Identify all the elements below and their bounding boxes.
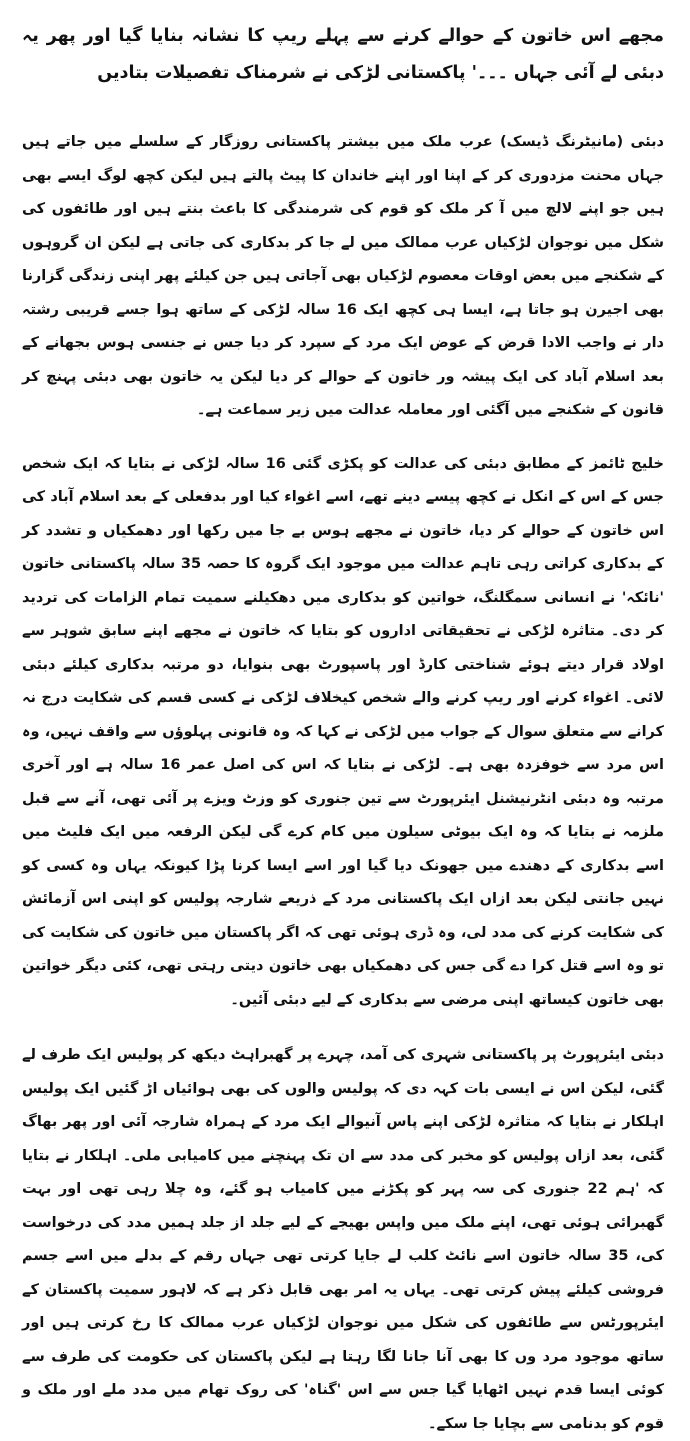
article-paragraph: دبئی ایئرپورٹ پر پاکستانی شہری کی آمد، چہرے پر گھبراہٹ دیکھ کر پولیس ایک طرف لے گئی، لیکن اس نے ایسی بات کہہ دی کہ پولیس والوں کی بھی ہوائیاں اڑ گئیں ایک پولیس اہلکار نے بتایا کہ متاثرہ لڑکی اپنے پاس آنیوالے ایک مرد کے ہمراہ شارجہ آئی اور پھر بھاگ گئی، بعد ازاں پولیس کو مخبر کی مدد سے ان تک پہنچنے میں کامیابی ملی۔ اہلکار نے بتایا کہ 'ہم 22 جنوری کی سہ پہر کو پکڑنے میں کامیاب ہو گئے، وہ چلا رہی تھی اور بہت گھبرائی ہوئی تھی، اپنے ملک میں واپس بھیجے کے لیے جلد از جلد ہمیں مدد کی درخواست کی، 35 سالہ خاتون اسے نائٹ کلب لے جایا کرتی تھی جہاں رقم کے بدلے میں اسے جسم فروشی کیلئے پیش کرتی تھی۔ یہاں یہ امر بھی قابل ذکر ہے کہ لاہور سمیت پاکستان کے ایئرپورٹس سے طائفوں کی شکل میں نوجوان لڑکیاں عرب ممالک کا رخ کرتی ہیں اور ساتھ موجود مرد وں کا بھی آنا جانا لگا رہتا ہے لیکن پاکستان کی حکومت کی طرف سے کوئی ایسا قدم نہیں اٹھایا گیا جس سے اس 'گناہ' کی روک تھام میں مدد ملے اور ملک و قوم کو بدنامی سے بچایا جا سکے۔ xyxy=(22,1047,664,1432)
article-paragraph: دبئی (مانیٹرنگ ڈیسک) عرب ملک میں بیشتر پاکستانی روزگار کے سلسلے میں جاتے ہیں جہاں محنت مزدوری کر کے اپنا اور اپنے خاندان کا پیٹ پالتے ہیں لیکن کچھ لوگ ایسے بھی ہیں جو اپنے لالچ میں آ کر ملک کو قوم کی شرمندگی کا باعث بنتے ہیں اور طائفوں کی شکل میں نوجوان لڑکیاں عرب ممالک میں لے جا کر بدکاری کی جاتی ہے لیکن ان گروہوں کے شکنجے میں بعض اوقات معصوم لڑکیاں بھی آجاتی ہیں جن کیلئے پھر اپنی زندگی گزارنا بھی اجیرن ہو جاتا ہے، ایسا ہی کچھ ایک 16 سالہ لڑکی کے ساتھ ہوا جسے قریبی رشتہ دار نے واجب الادا قرض کے عوض ایک مرد کے سپرد کر دیا جس نے جنسی ہوس بجھانے کے بعد اسلام آباد کی ایک پیشہ ور خاتون کے حوالے کر دیا لیکن یہ خاتون بھی دبئی پہنچ کر قانون کے شکنجے میں آگئی اور معاملہ عدالت میں زیر سماعت ہے۔ xyxy=(22,134,664,418)
article-headline: مجھے اس خاتون کے حوالے کرنے سے پہلے ریپ کا نشانہ بنایا گیا اور پھر یہ دبئی لے آئی جہاں ۔۔۔' پاکستانی لڑکی نے شرمناک تفصیلات بتادیں xyxy=(22,26,664,83)
article-paragraph: خلیج ٹائمز کے مطابق دبئی کی عدالت کو پکڑی گئی 16 سالہ لڑکی نے بتایا کہ ایک شخص جس کے اس کے انکل نے کچھ پیسے دینے تھے، اسے اغواء کیا اور بدفعلی کے بعد اسلام آباد کی اس خاتون کے حوالے کر دیا، خاتون نے مجھے ہوس بے جا میں رکھا اور دھمکیاں و تشدد کر کے بدکاری کراتی رہی تاہم عدالت میں موجود ایک گروہ کا حصہ 35 سالہ پاکستانی خاتون 'نائکہ' نے انسانی سمگلنگ، خواتین کو بدکاری میں دھکیلنے سمیت تمام الزامات کی تردید کر دی۔ متاثرہ لڑکی نے تحقیقاتی اداروں کو بتایا کہ خاتون نے مجھے اپنے سابق شوہر سے اولاد قرار دیتے ہوئے شناختی کارڈ اور پاسپورٹ بھی بنوایا، دو مرتبہ بدکاری کیلئے دبئی لائی۔ اغواء کرنے اور ریپ کرنے والے شخص کیخلاف لڑکی نے کسی قسم کی شکایت درج نہ کرانے سے متعلق سوال کے جواب میں لڑکی نے کہا کہ وہ قانونی پہلوؤں سے واقف نہیں، وہ اس مرد سے خوفزدہ بھی ہے۔ لڑکی نے بتایا کہ اس کی اصل عمر 16 سالہ ہے اور آخری مرتبہ وہ دبئی انٹرنیشنل ایئرپورٹ سے تین جنوری کو وزٹ ویزے پر آئی تھی، آنے سے قبل ملزمہ نے بتایا کہ وہ ایک بیوٹی سیلون میں کام کرے گی لیکن الرفعہ میں ایک فلیٹ میں اسے بدکاری کے دھندے میں جھونک دیا گیا اور اسے ایسا کرنا پڑا کیونکہ یہاں وہ کسی کو نہیں جانتی لیکن بعد ازاں ایک پاکستانی مرد کے ذریعے شارجہ پولیس کو اپنی اس آزمائش کی شکایت کرنے کی مدد لی، وہ ڈری ہوئی تھی کہ اگر پاکستان میں خاتون کی شکایت کی تو وہ اسے قتل کرا دے گی جس کی دھمکیاں بھی خاتون دیتی رہتی تھی، کئی دیگر خواتین بھی خاتون کیساتھ اپنی مرضی سے بدکاری کے لیے دبئی آئیں۔ xyxy=(22,455,664,1008)
